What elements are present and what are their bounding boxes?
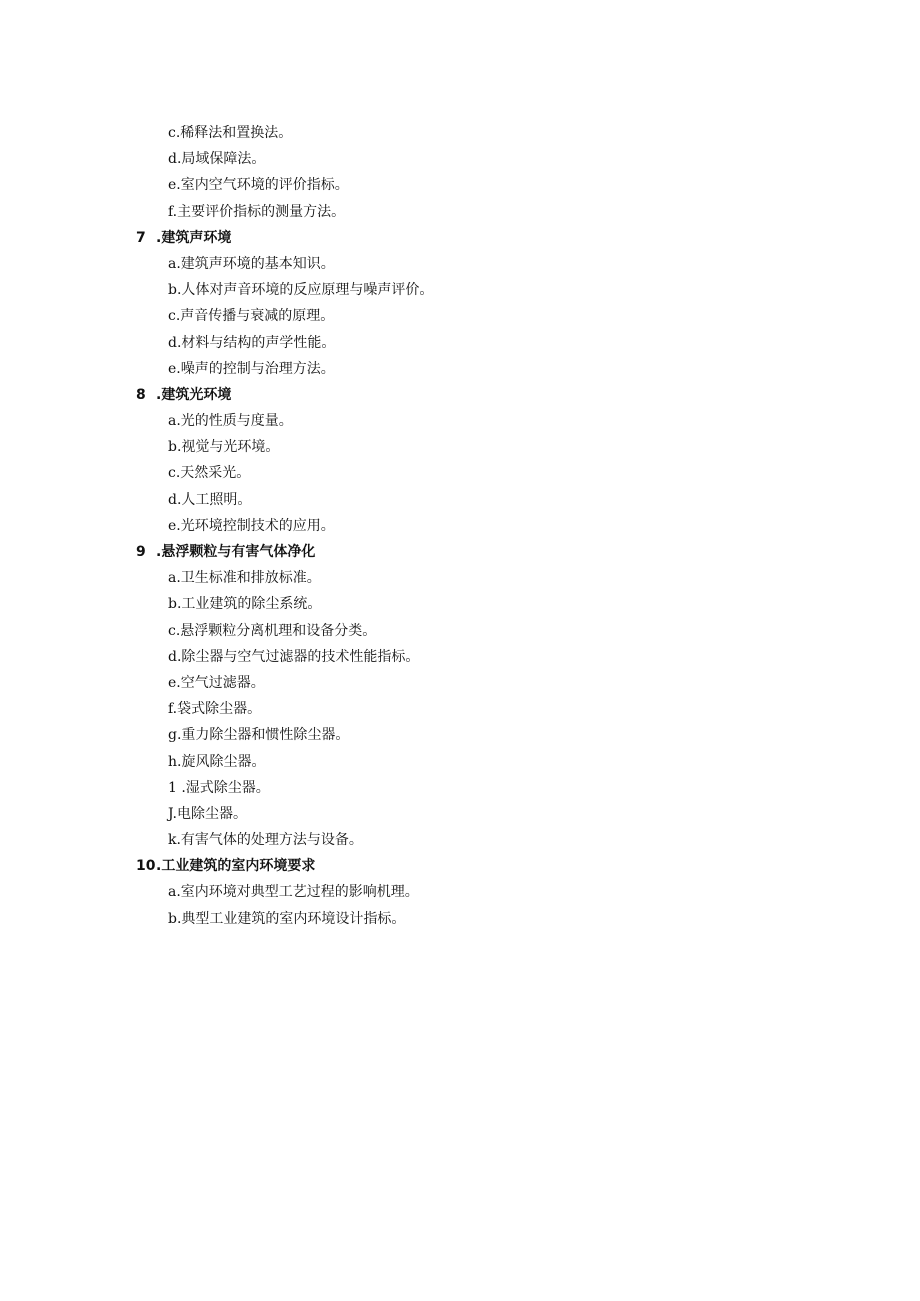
list-item: b.视觉与光环境。 xyxy=(168,439,280,456)
list-item: c.天然采光。 xyxy=(168,465,251,482)
list-item: e.室内空气环境的评价指标。 xyxy=(168,177,349,194)
list-item: h.旋风除尘器。 xyxy=(168,753,266,770)
list-item: a.卫生标准和排放标准。 xyxy=(168,570,321,587)
list-item: d.人工照明。 xyxy=(168,491,252,508)
section-title: .工业建筑的室内环境要求 xyxy=(156,858,316,875)
section-heading xyxy=(0,225,920,251)
section-heading xyxy=(0,382,920,408)
list-item: d.材料与结构的声学性能。 xyxy=(168,334,336,351)
section-number: 7 xyxy=(136,229,146,246)
list-item: c.稀释法和置换法。 xyxy=(168,125,293,141)
section-number: 9 xyxy=(136,544,146,560)
section-heading xyxy=(0,539,920,565)
list-item: d.局域保障法。 xyxy=(168,151,266,168)
section-title: .悬浮颗粒与有害气体净化 xyxy=(156,544,316,560)
list-item: d.除尘器与空气过滤器的技术性能指标。 xyxy=(168,648,420,665)
list-item: e.空气过滤器。 xyxy=(168,674,265,691)
list-item: b.典型工业建筑的室内环境设计指标。 xyxy=(168,910,406,927)
list-item: a.室内环境对典型工艺过程的影响机理。 xyxy=(168,884,419,901)
list-item: a.光的性质与度量。 xyxy=(168,413,293,430)
list-item: c.悬浮颗粒分离机理和设备分类。 xyxy=(168,622,377,639)
section-number: 10 xyxy=(136,858,156,875)
list-item: g.重力除尘器和惯性除尘器。 xyxy=(168,727,350,744)
list-item: f.袋式除尘器。 xyxy=(168,701,262,718)
list-item: b.工业建筑的除尘系统。 xyxy=(168,596,322,613)
list-item: a.建筑声环境的基本知识。 xyxy=(168,255,335,272)
list-item: k.有害气体的处理方法与设备。 xyxy=(168,832,363,849)
list-item: 1 .湿式除尘器。 xyxy=(168,779,270,796)
document-page xyxy=(0,120,920,932)
list-item: c.声音传播与衰减的原理。 xyxy=(168,308,335,325)
section-number: 8 xyxy=(136,386,146,403)
section-title: .建筑光环境 xyxy=(156,386,232,403)
list-item: e.噪声的控制与治理方法。 xyxy=(168,360,335,377)
list-item: f.主要评价指标的测量方法。 xyxy=(168,203,346,220)
list-item: b.人体对声音环境的反应原理与噪声评价。 xyxy=(168,282,434,299)
section-title: .建筑声环境 xyxy=(156,229,232,246)
list-item: e.光环境控制技术的应用。 xyxy=(168,517,335,534)
list-item: J.电除尘器。 xyxy=(168,805,247,822)
section-heading xyxy=(0,853,920,879)
